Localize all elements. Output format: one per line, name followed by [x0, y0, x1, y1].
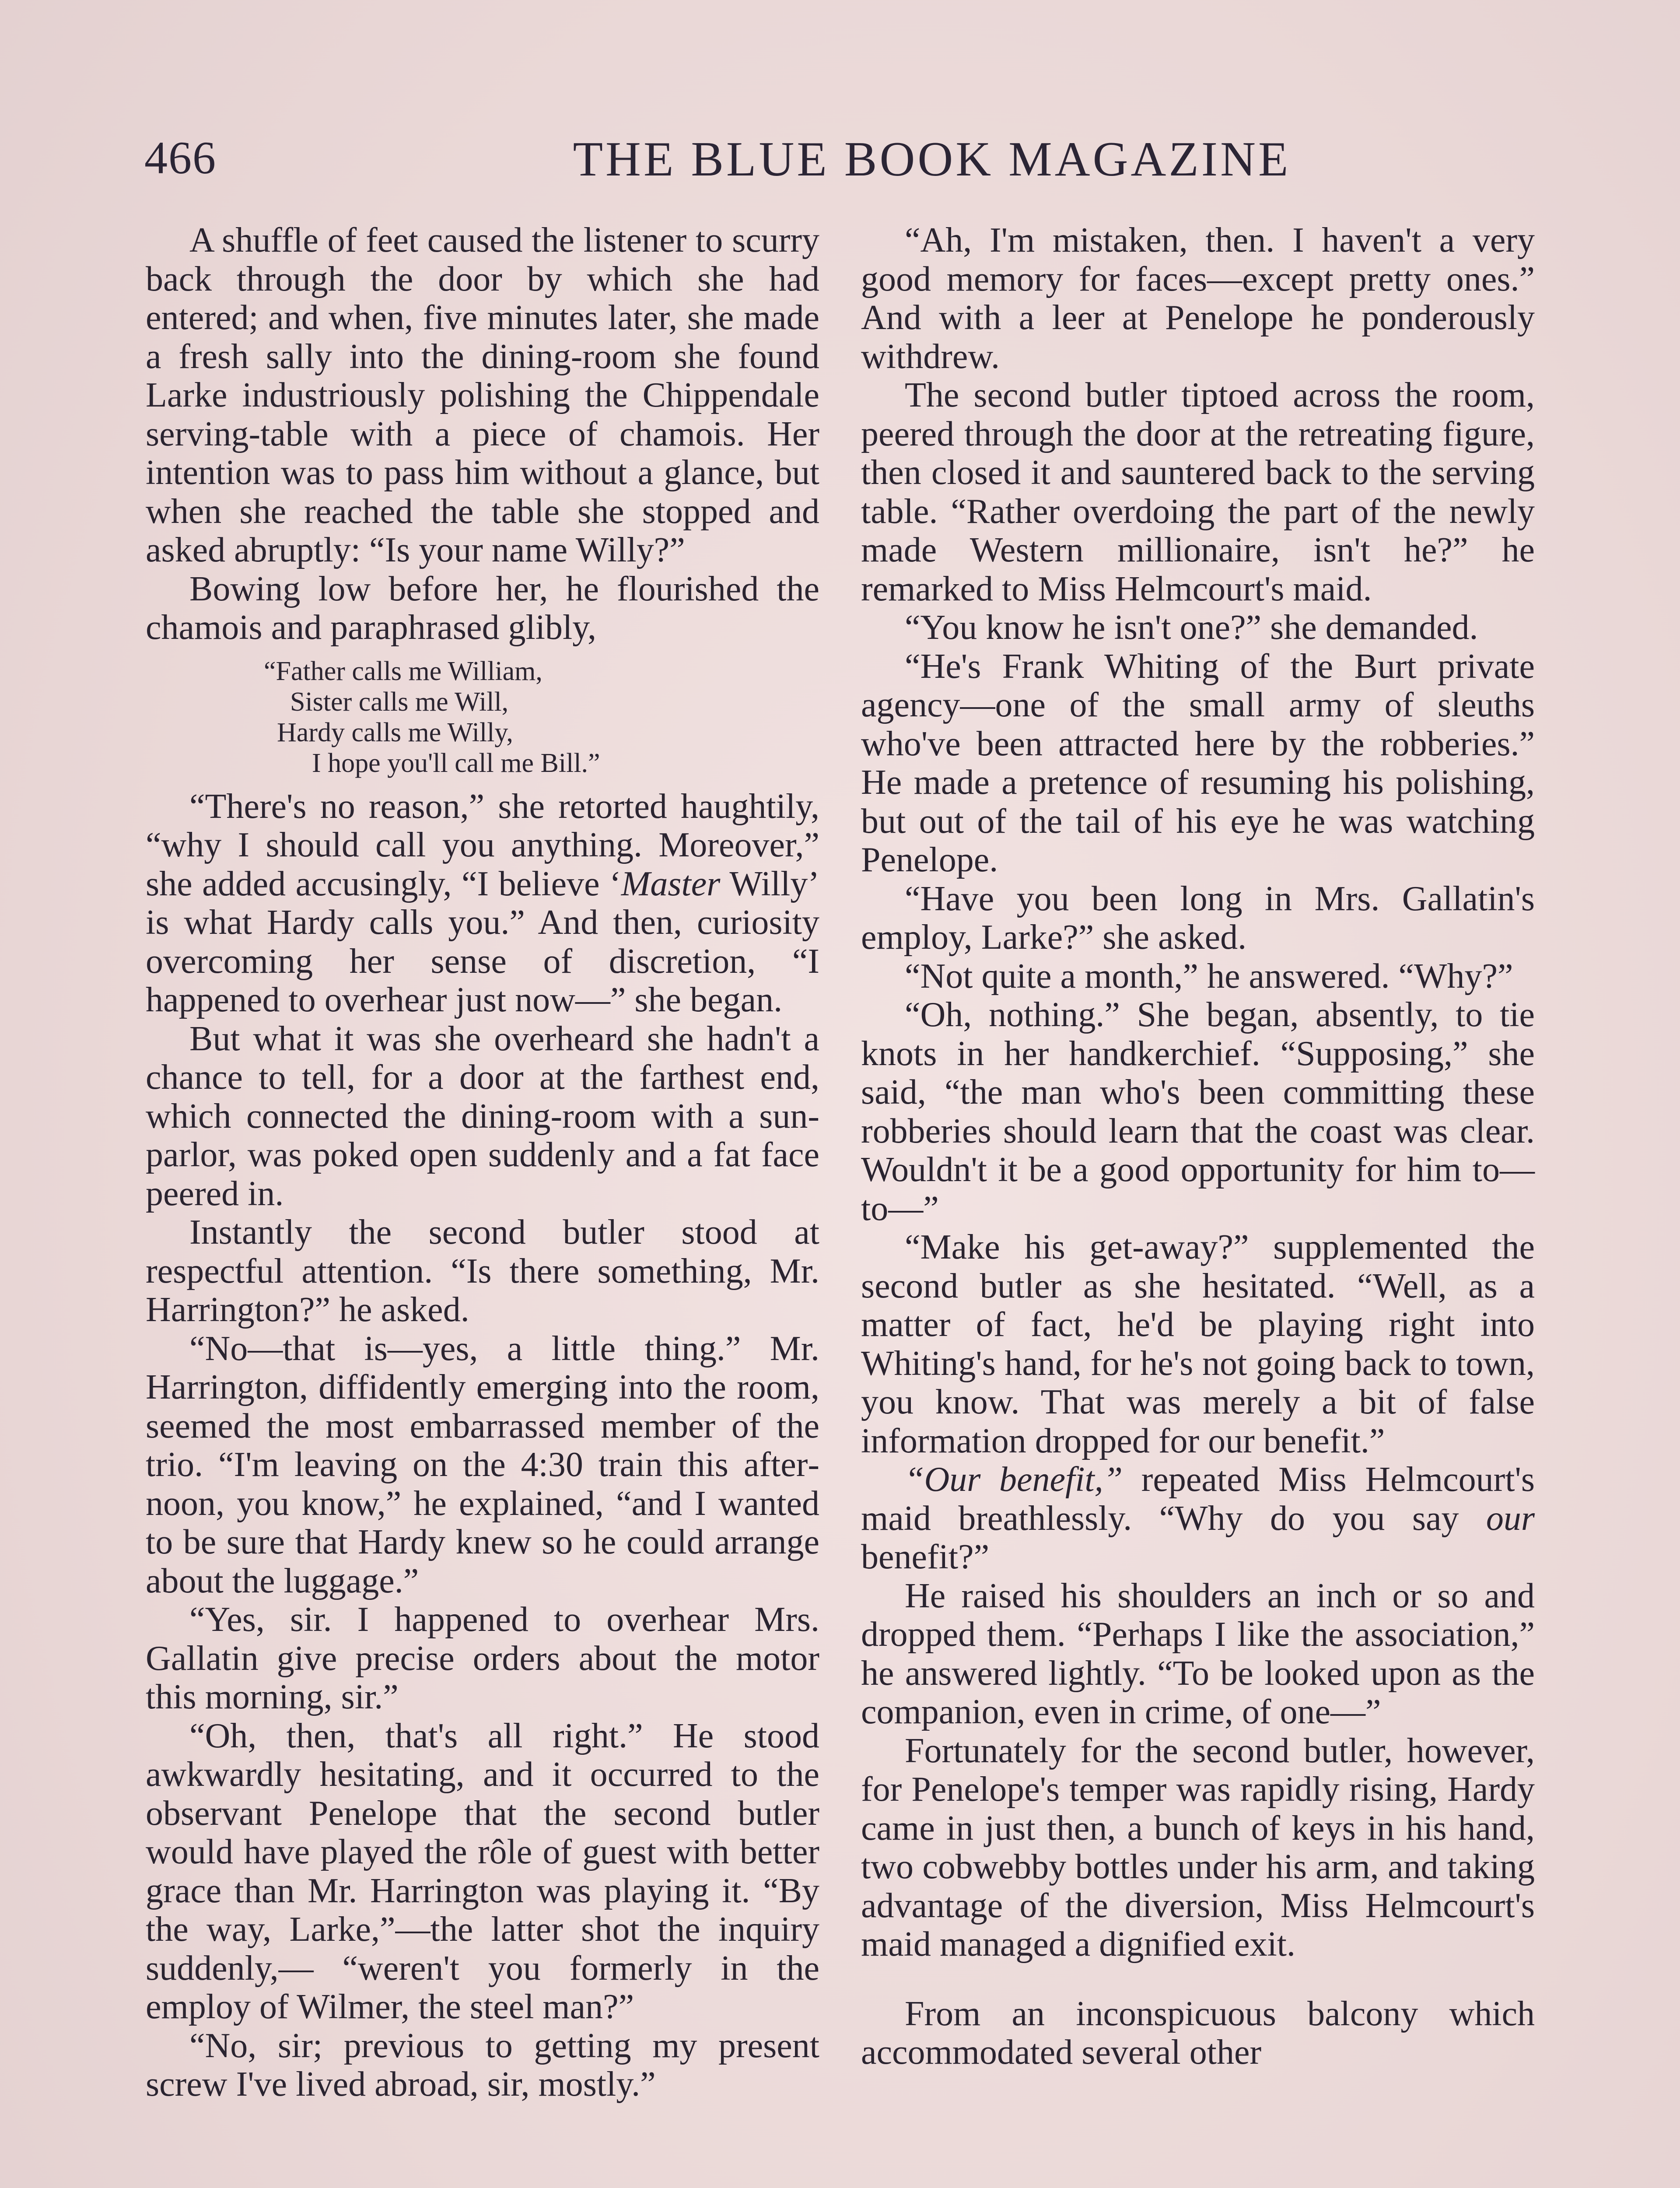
paragraph: “There's no reason,” she retorted haughtily, “why I should call you anything. Moreover,” she added accusingly, “I believe ‘Master Willy’ is what Hardy calls you.” And then, curiosity overcoming her sense of discretion, “I happened to overhear just now—” she began. — [146, 787, 819, 1019]
paragraph: “No—that is—yes, a little thing.” Mr. Harrington, diffidently emerging into the room, seemed the most embarrassed member of the trio. “I'm leaving on the 4:30 train this afternoon, you know,” he explained, “and I wanted to be sure that Hardy knew so he could arrange about the luggage.” — [146, 1329, 819, 1600]
paragraph: “Oh, then, that's all right.” He stood awkwardly hesitating, and it occurred to the observant Penelope that the second butler would have played the rôle of guest with better grace than Mr. Harrington was playing it. “By the way, Larke,”—the latter shot the inquiry suddenly,— “weren't you formerly in the employ of Wilmer, the steel man?” — [146, 1716, 819, 2026]
paragraph: “You know he isn't one?” she demanded. — [905, 608, 1478, 647]
paragraph: “Have you been long in Mrs. Gallatin's employ, Larke?” she asked. — [861, 879, 1535, 957]
paragraph: “Yes, sir. I happened to overhear Mrs. Gallatin give precise orders about the motor this morning, sir.” — [146, 1600, 819, 1716]
paragraph: Bowing low before her, he flourished the chamois and paraphrased glibly, — [146, 569, 819, 647]
verse-line: Hardy calls me Willy, — [277, 717, 513, 747]
paragraph: “Not quite a month,” he answered. “Why?” — [905, 957, 1513, 996]
paragraph: From an inconspicuous balcony which accommodated several other — [861, 1994, 1535, 2072]
page-header — [144, 127, 1544, 193]
paragraph: But what it was she overheard she hadn't a chance to tell, for a door at the farthest end, which connected the dining-room with a sun-parlor, was poked open suddenly and a fat face peered in. — [146, 1019, 819, 1213]
section-break — [861, 1964, 1535, 1995]
verse-block — [264, 656, 819, 778]
right-column — [861, 221, 1535, 2072]
running-title: THE BLUE BOOK MAGAZINE — [573, 132, 1291, 186]
verse-line: “Father calls me William, — [264, 656, 542, 686]
verse-line: I hope you'll call me Bill.” — [312, 748, 600, 778]
verse-line: Sister calls me Will, — [290, 687, 509, 717]
paragraph: Instantly the second butler stood at respectful attention. “Is there something, Mr. Harrington?” he asked. — [146, 1213, 819, 1329]
paragraph: A shuffle of feet caused the listener to scurry back through the door by which she had entered; and when, five minutes later, she made a fresh sally into the dining-room she found Larke industriously polishing the Chippendale serving-table with a piece of chamois. Her intention was to pass him without a glance, but when she reached the table she stopped and asked abruptly: “Is your name Willy?” — [146, 221, 819, 569]
paragraph: “Ah, I'm mistaken, then. I haven't a very good memory for faces—except pretty ones.” And with a leer at Penelope he ponderously withdrew. — [861, 221, 1535, 376]
paragraph: He raised his shoulders an inch or so and dropped them. “Perhaps I like the association,” he answered lightly. “To be looked upon as the companion, even in crime, of one—” — [861, 1576, 1535, 1731]
paragraph: “Our benefit,” repeated Miss Helmcourt's maid breathlessly. “Why do you say our benefit?” — [861, 1460, 1535, 1576]
paragraph: The second butler tiptoed across the room, peered through the door at the retreating figure, then closed it and sauntered back to the serving table. “Rather overdoing the part of the newly made Western millionaire, isn't he?” he remarked to Miss Helmcourt's maid. — [861, 376, 1535, 608]
paragraph: “He's Frank Whiting of the Burt private agency—one of the small army of sleuths who've been attracted here by the robberies.” He made a pretence of resuming his polishing, but out of the tail of his eye he was watching Penelope. — [861, 647, 1535, 879]
paragraph: Fortunately for the second butler, however, for Penelope's temper was rapidly rising, Hardy came in just then, a bunch of keys in his hand, two cobwebby bottles under his arm, and taking advantage of the diversion, Miss Helmcourt's maid managed a dignified exit. — [861, 1731, 1535, 1964]
page-number: 466 — [144, 132, 217, 183]
paragraph: “Oh, nothing.” She began, absently, to tie knots in her handkerchief. “Supposing,” she said, “the man who's been committing these robberies should learn that the coast was clear. Wouldn't it be a good opportunity for him to—to—” — [861, 996, 1535, 1228]
paragraph: “Make his get-away?” supplemented the second butler as she hesitated. “Well, as a matter of fact, he'd be playing right into Whiting's hand, for he's not going back to town, you know. That was merely a bit of false information dropped for our benefit.” — [861, 1228, 1535, 1460]
paragraph: “No, sir; previous to getting my present screw I've lived abroad, sir, mostly.” — [146, 2026, 819, 2104]
left-column — [146, 221, 819, 2104]
